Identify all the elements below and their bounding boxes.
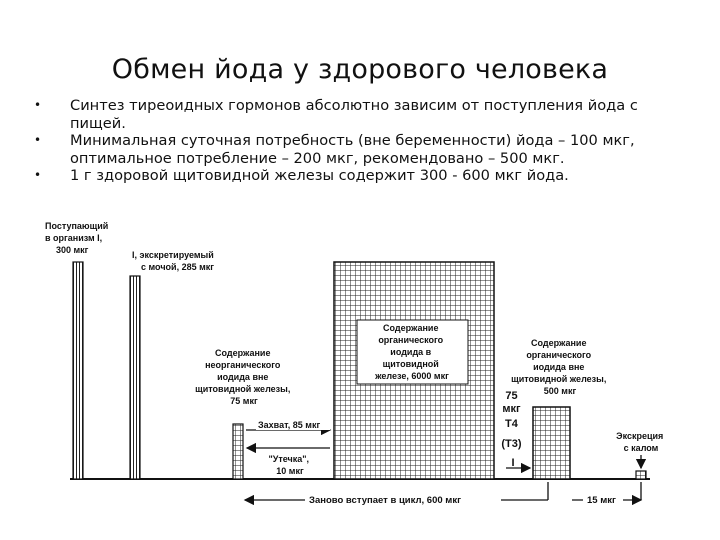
bullet-text: Минимальная суточная потребность (вне беременности) йода – 100 мкг, оптимальное потребление – 200 мкг, рекомендовано – 500 мкг. xyxy=(70,132,635,167)
intake-bar xyxy=(73,262,83,479)
bullet-dot: • xyxy=(34,133,42,147)
bullet-dot: • xyxy=(34,98,42,112)
extrathyroid-organic-iodide-label: Содержание органического иодида вне щитовидной железы, 500 мкг xyxy=(511,338,607,396)
feces-excretion-label: Экскреция с калом xyxy=(616,431,664,453)
intake-label: Поступающий в организм I, 300 мкг xyxy=(45,221,109,255)
feces-excretion-bar xyxy=(636,471,646,479)
t4-label: 75 мкг T4 (T3) I xyxy=(501,390,522,469)
recycle-label: Заново вступает в цикл, 600 мкг xyxy=(309,495,462,506)
feces-amount-label: 15 мкг xyxy=(587,495,616,506)
inorganic-iodide-bar xyxy=(233,424,243,479)
inorganic-iodide-label: Содержание неорганического иодида вне щитовидной железы, 75 мкг xyxy=(195,348,291,406)
bullet-text: Синтез тиреоидных гормонов абсолютно зависим от поступления йода с пищей. xyxy=(70,97,638,132)
urine-excretion-label: I, экскретируемый с мочой, 285 мкг xyxy=(132,250,215,272)
extrathyroid-organic-iodide-block xyxy=(533,407,570,479)
capture-label: Захват, 85 мкг xyxy=(258,420,321,430)
slide-title: Обмен йода у здорового человека xyxy=(111,54,609,85)
urine-excretion-bar xyxy=(130,276,140,479)
bullet-dot: • xyxy=(34,168,42,182)
bullet-text: 1 г здоровой щитовидной железы содержит 300 - 600 мкг йода. xyxy=(70,167,569,184)
thyroid-organic-iodide-label: Содержание органического иодида в щитовидной железе, 6000 мкг xyxy=(375,323,449,381)
leak-label: "Утечка", 10 мкг xyxy=(268,454,310,476)
